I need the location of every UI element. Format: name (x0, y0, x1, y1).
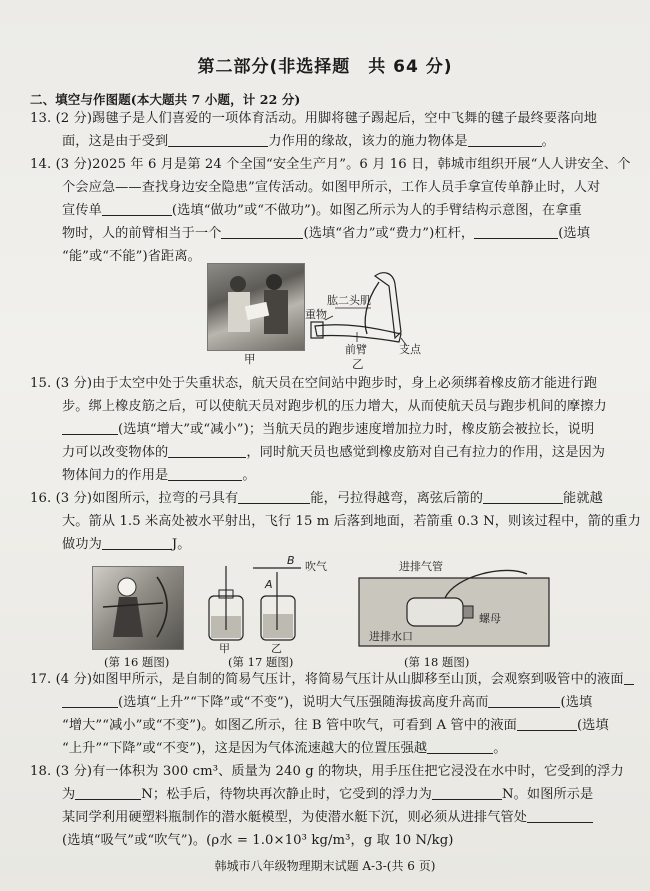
answer-blank[interactable] (238, 491, 310, 504)
q13-text: 力作用的缘故，该力的施力物体是 (268, 134, 468, 149)
photo-people-illustration (208, 264, 304, 350)
label-yi: 乙 (271, 642, 282, 655)
plastic-bottle (407, 598, 463, 626)
q15-line4 (62, 444, 605, 461)
q17-line2 (62, 694, 592, 711)
q16-line3 (62, 536, 191, 553)
submarine-model-diagram (355, 560, 555, 650)
q18-line2 (62, 786, 593, 803)
q18-text: N；松手后，待物块再次静止时，它受到的浮力为 (141, 787, 432, 802)
q15-text: 。 (242, 468, 256, 483)
q14-line2: 个会应急——查找身边安全隐患”宣传活动。如图甲所示，工作人员手拿宣传单静止时，人对 (62, 180, 601, 195)
q14-line4 (62, 225, 590, 242)
label-biceps: 肱二头肌 (327, 294, 371, 307)
q17-line1 (30, 671, 634, 688)
q18-text: N。如图所示是 (501, 787, 594, 802)
q15-text: (选填“增大”或“减小”)；当航天员的跑步速度增加拉力时，橡皮筋会被拉长，说明 (118, 422, 595, 437)
q16-text: 能，弓拉得越弯，离弦后箭的 (310, 491, 484, 506)
q15-line5 (62, 467, 256, 484)
q13-text: 面，这是由于受到 (62, 134, 169, 149)
q16-text: 能就越 (563, 491, 603, 506)
q14-photo-jia (207, 263, 305, 351)
q18-line3 (62, 809, 593, 826)
answer-blank[interactable] (488, 695, 560, 708)
label-forearm: 前臂 (345, 343, 367, 356)
answer-blank[interactable] (168, 134, 268, 147)
page-title: 第二部分(非选择题 共 64 分) (197, 57, 453, 77)
label-exhaust: 进排气管 (399, 560, 443, 573)
q14-line1: 14. (3 分)2025 年 6 月是第 24 个全国“安全生产月”。6 月 16 日，韩城市组织开展“人人讲安全、个 (30, 157, 631, 172)
q14-line3 (62, 202, 582, 219)
answer-blank[interactable] (168, 468, 242, 481)
answer-blank[interactable] (168, 445, 246, 458)
answer-blank[interactable] (427, 741, 493, 754)
page-footer: 韩城市八年级物理期末试题 A-3-(共 6 页) (214, 859, 436, 873)
label-weight: 重物 (305, 308, 327, 321)
forearm-outline (315, 325, 401, 342)
q15-line2: 步。绑上橡皮筋之后，可以使航天员对跑步机的压力增大，从而使航天员与跑步机间的摩擦力 (62, 399, 607, 414)
q18-text: 某同学利用硬塑料瓶制作的潜水艇模型，为使潜水艇下沉，则必须从进排气管处 (62, 810, 528, 825)
answer-blank[interactable] (432, 787, 502, 800)
q18-line1: 18. (3 分)有一体积为 300 cm³、质量为 240 g 的物块，用手压住把它浸没在水中时，它受到的浮力 (30, 764, 624, 779)
answer-blank[interactable] (75, 787, 141, 800)
answer-blank[interactable] (102, 537, 172, 550)
caption-fig17: (第 17 题图) (228, 655, 294, 669)
q16-text: 16. (3 分)如图所示，拉弯的弓具有 (30, 491, 239, 506)
q17-text: “增大”“减小”或“不变”)。如图乙所示，往 B 管中吹气，可看到 A 管中的液面 (62, 718, 517, 733)
q16-line2: 大。箭从 1.5 米高处被水平射出，飞行 15 m 后落到地面，若箭重 0.3 N，则该过程中，箭的重力 (62, 514, 641, 529)
q15-text: ，同时航天员也感觉到橡皮筋对自己有拉力的作用，这是因为 (246, 445, 606, 460)
caption-fig18: (第 18 题图) (404, 655, 470, 669)
answer-blank[interactable] (62, 695, 118, 708)
answer-blank[interactable] (62, 422, 118, 435)
q17-text: (选填 (576, 718, 609, 733)
q15-line1: 15. (3 分)由于太空中处于失重状态，航天员在空间站中跑步时，身上必须绑着橡皮筋才能进行跑 (30, 376, 598, 391)
q16-text: 做功为 (62, 537, 102, 552)
q16-line1 (30, 490, 603, 507)
q17-text: 17. (4 分)如图甲所示，是自制的简易气压计，将简易气压计从山脚移至山顶，会观察到吸管中的液面 (30, 672, 624, 687)
caption-fig16: (第 16 题图) (104, 655, 170, 669)
q16-text: J。 (171, 537, 191, 552)
q14-text: 物时，人的前臂相当于一个 (62, 226, 222, 241)
nut (463, 606, 473, 618)
q17-text: (选填“上升”“下降”或“不变”)，说明大气压强随海拔高度升高而 (118, 695, 489, 710)
q17-text: (选填 (560, 695, 593, 710)
q18-text: 为 (62, 787, 76, 802)
fig-label-jia: 甲 (244, 352, 256, 366)
q16-archer-photo (92, 566, 184, 650)
answer-blank[interactable] (102, 203, 172, 216)
answer-blank[interactable] (624, 672, 634, 685)
answer-blank[interactable] (517, 718, 577, 731)
q14-text: (选填 (558, 226, 591, 241)
q15-line3 (62, 421, 594, 438)
section-heading: 二、填空与作图题(本大题共 7 小题，计 22 分) (30, 92, 301, 107)
answer-blank[interactable] (474, 226, 558, 239)
label-B: B (287, 554, 295, 567)
q14-text: (选填“做功”或“不做功”)。如图乙所示为人的手臂结构示意图，在拿重 (171, 203, 582, 218)
q14-text: (选填“省力”或“费力”)杠杆， (303, 226, 475, 241)
q13-line2 (62, 133, 555, 150)
answer-blank[interactable] (221, 226, 303, 239)
label-inlet: 进排水口 (369, 630, 413, 643)
q13-text: 。 (541, 134, 555, 149)
label-fulcrum: 支点 (399, 343, 421, 356)
q15-text: 物体间力的作用是 (62, 468, 169, 483)
fig-label-yi: 乙 (352, 357, 364, 371)
label-nut: 螺母 (479, 612, 501, 625)
q14-line5: “能”或“不能”)省距离。 (62, 249, 201, 264)
q17-text: 。 (493, 741, 507, 756)
q13-line1: 13. (2 分)踢毽子是人们喜爱的一项体育活动。用脚将毽子踢起后，空中飞舞的毽子最终要落向地 (30, 111, 598, 126)
q17-line3 (62, 717, 609, 734)
arm-structure-diagram (305, 262, 445, 357)
answer-blank[interactable] (468, 134, 542, 147)
label-jia: 甲 (219, 642, 230, 655)
answer-blank[interactable] (527, 810, 593, 823)
q14-text: 宣传单 (62, 203, 102, 218)
q18-line4: (选填“吸气”或“吹气”)。(ρ水 = 1.0×10³ kg/m³，g 取 10 N/kg) (62, 833, 454, 848)
q17-text: “上升”“下降”或“不变”)，这是因为气体流速越大的位置压强越 (62, 741, 428, 756)
label-blow: 吹气 (305, 560, 327, 573)
archer-illustration (93, 567, 183, 649)
label-A: A (265, 578, 273, 591)
barometer-diagram (205, 554, 327, 655)
q15-text: 力可以改变物体的 (62, 445, 169, 460)
answer-blank[interactable] (483, 491, 563, 504)
q17-line4 (62, 740, 507, 757)
liquid-yi (263, 614, 293, 638)
